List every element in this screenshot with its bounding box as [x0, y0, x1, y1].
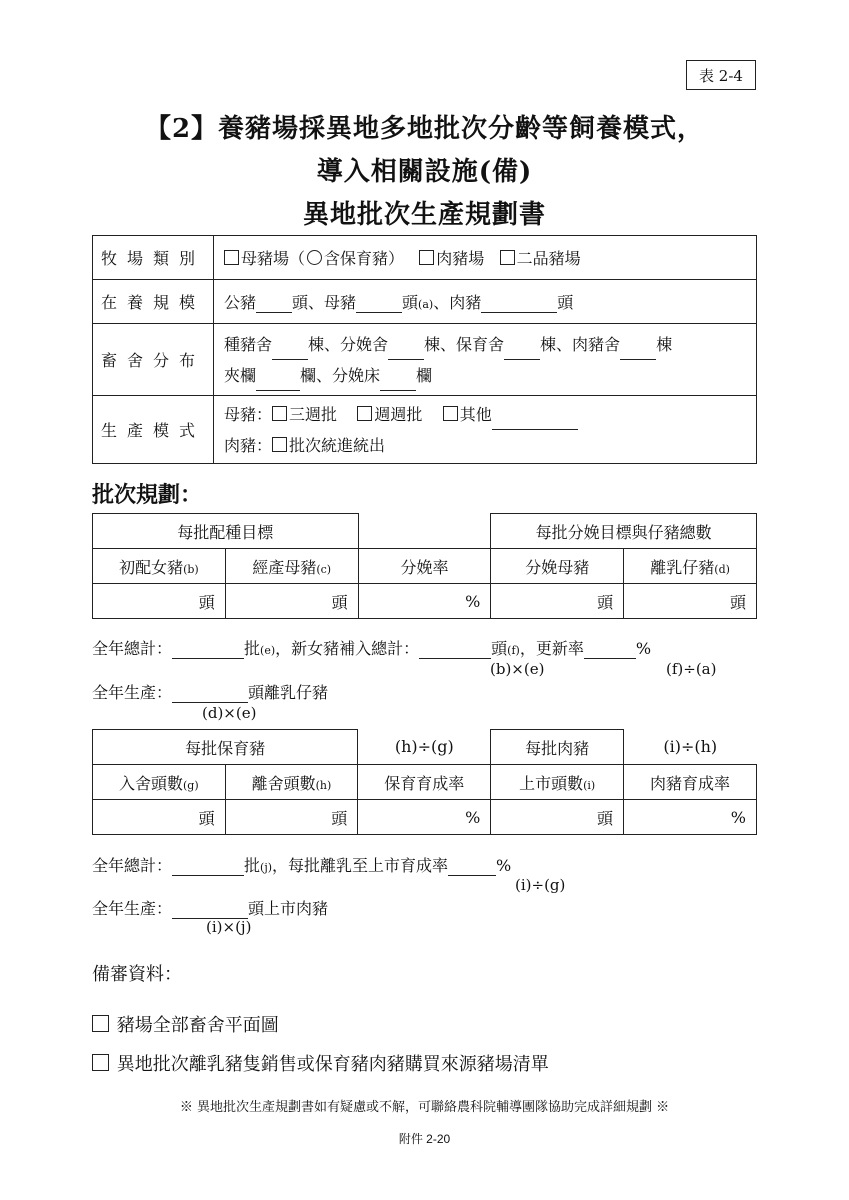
- gilt-header: 初配女豬(b): [93, 549, 226, 584]
- formula-i-j: (i)×(j): [206, 918, 252, 936]
- input-cell[interactable]: 頭: [93, 800, 226, 835]
- barn-fields: 種豬舍 棟、分娩舍 棟、保育舍 棟、肉豬舍 棟 夾欄 欄、分娩床 欄: [214, 324, 757, 396]
- input-cell[interactable]: %: [358, 584, 491, 619]
- farrowing-target-header: 每批分娩目標與仔豬總數: [491, 514, 757, 549]
- farm-type-label: 牧場類別: [93, 236, 214, 280]
- checkbox[interactable]: [357, 406, 372, 421]
- form-tag: 表 2-4: [686, 60, 756, 90]
- formula-h-g: (h)÷(g): [394, 737, 454, 757]
- farm-type-options: 母豬場（ 含保育豬） 肉豬場 二品豬場: [214, 236, 757, 280]
- formula-b-e: (b)×(e): [490, 660, 545, 678]
- breeding-target-header: 每批配種目標: [93, 514, 359, 549]
- farrowing-rate-header: 分娩率: [358, 549, 491, 584]
- scale-fields: 公豬 頭、母豬 頭(a)、肉豬 頭: [214, 280, 757, 324]
- market-header: 上市頭數(i): [491, 765, 624, 800]
- checkbox[interactable]: [92, 1015, 109, 1032]
- review-item-floorplan: 豬場全部畜舍平面圖: [92, 1011, 279, 1037]
- checkbox[interactable]: [500, 250, 515, 265]
- title-line3: 異地批次生產規劃書: [302, 200, 546, 230]
- page-number: 附件 2-20: [398, 1132, 451, 1146]
- finishing-header: 每批肉豬: [491, 730, 624, 765]
- checkbox[interactable]: [272, 406, 287, 421]
- farm-info-table: [92, 235, 757, 464]
- formula-i-h: (i)÷(h): [663, 737, 718, 757]
- batch-heading: 批次規劃：: [92, 482, 203, 508]
- annual-total-line2: 全年總計： 批(j)，每批離乳至上市育成率 %: [92, 856, 512, 875]
- input-cell[interactable]: 頭: [491, 800, 624, 835]
- checkbox[interactable]: [224, 250, 239, 265]
- checkbox[interactable]: [92, 1054, 109, 1071]
- weaned-piglet-header: 離乳仔豬(d): [624, 549, 757, 584]
- input-cell[interactable]: 頭: [225, 800, 358, 835]
- checkbox[interactable]: [272, 437, 287, 452]
- checkbox[interactable]: [419, 250, 434, 265]
- radio[interactable]: [307, 250, 322, 265]
- annual-production-line2: 全年生產： 頭上市肉豬: [92, 899, 329, 918]
- nursery-header: 每批保育豬: [93, 730, 358, 765]
- title-line2: 導入相關設施(備): [316, 157, 533, 187]
- formula-i-g: (i)÷(g): [515, 876, 566, 894]
- formula-d-e: (d)×(e): [202, 704, 257, 722]
- entry-header: 入舍頭數(g): [93, 765, 226, 800]
- mode-label: 生產模式: [93, 396, 214, 464]
- input-cell[interactable]: 頭: [225, 584, 358, 619]
- checkbox[interactable]: [443, 406, 458, 421]
- sow-header: 經產母豬(c): [225, 549, 358, 584]
- nursery-finishing-table: [92, 729, 757, 835]
- finishing-rate-header: 肉豬育成率: [623, 765, 756, 800]
- breeding-table: [92, 513, 757, 619]
- input-cell[interactable]: 頭: [93, 584, 226, 619]
- title-line1: 【2】養豬場採異地多地批次分齡等飼養模式，: [144, 114, 705, 144]
- farrowing-sow-header: 分娩母豬: [491, 549, 624, 584]
- mode-fields: 母豬： 三週批 週週批 其他 肉豬： 批次統進統出: [214, 396, 757, 464]
- input-cell[interactable]: %: [358, 800, 491, 835]
- nursery-rate-header: 保育育成率: [358, 765, 491, 800]
- exit-header: 離舍頭數(h): [225, 765, 358, 800]
- annual-production-line1: 全年生產： 頭離乳仔豬: [92, 683, 329, 702]
- barn-label: 畜舍分布: [93, 324, 214, 396]
- scale-label: 在養規模: [93, 280, 214, 324]
- input-cell[interactable]: 頭: [491, 584, 624, 619]
- formula-f-a: (f)÷(a): [666, 660, 717, 678]
- footnote: ※ 異地批次生產規劃書如有疑慮或不解，可聯絡農科院輔導團隊協助完成詳細規劃 ※: [179, 1100, 670, 1115]
- review-heading: 備審資料：: [92, 964, 182, 985]
- input-cell[interactable]: %: [623, 800, 756, 835]
- review-item-source-list: 異地批次離乳豬隻銷售或保育豬肉豬購買來源豬場清單: [92, 1050, 549, 1076]
- annual-total-line1: 全年總計： 批(e)，新女豬補入總計： 頭(f)，更新率 %: [92, 639, 652, 658]
- input-cell[interactable]: 頭: [624, 584, 757, 619]
